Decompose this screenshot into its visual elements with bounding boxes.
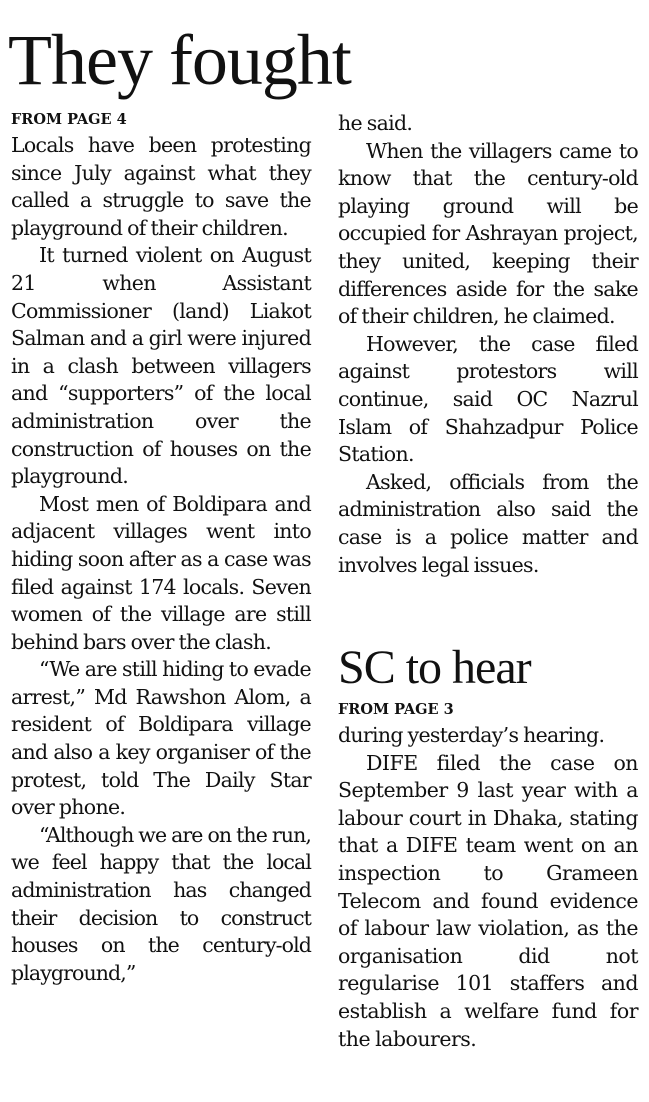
paragraph: he said. [338, 111, 413, 135]
paragraph: “Although we are on the run, we feel happy that the local administration has changed their decision to construct houses on the century-old playground,” [11, 822, 311, 985]
paragraph: When the villagers came to know that the century-old playing ground will be occupied for Ashrayan project, they united, keeping their differences aside for the sake of their children, he claimed. [338, 138, 638, 329]
paragraph: Asked, officials from the administration also said the case is a police matter and involves legal issues. [338, 469, 638, 577]
column-left [11, 110, 311, 987]
paragraph: “We are still hiding to evade arrest,” Md Rawshon Alom, a resident of Boldipara village and also a key organiser of the protest, told The Daily Star over phone. [11, 657, 311, 820]
paragraph: However, the case filed against protestors will continue, said OC Nazrul Islam of Shahzadpur Police Station. [338, 331, 638, 467]
headline-sc-to-hear: SC to hear [338, 641, 531, 694]
column-right-bottom [338, 700, 638, 1053]
headline-they-fought: They fought [8, 20, 351, 100]
paragraph: during yesterday’s hearing. [338, 723, 605, 747]
kicker-from-page-3: FROM PAGE 3 [338, 701, 454, 718]
column-right-top [338, 110, 638, 579]
paragraph: DIFE filed the case on September 9 last year with a labour court in Dhaka, stating that a DIFE team went on an inspection to Grameen Telecom and found evidence of labour law violation, as the organisation did not regularise 101 staffers and establish a welfare fund for the labourers. [338, 750, 638, 1051]
paragraph: Locals have been protesting since July against what they called a struggle to save the playground of their children. [11, 133, 311, 240]
paragraph: It turned violent on August 21 when Assistant Commissioner (land) Liakot Salman and a girl were injured in a clash between villagers and “supporters” of the local administration over the construction of houses on the playground. [11, 243, 311, 489]
kicker-from-page-4: FROM PAGE 4 [11, 111, 127, 128]
paragraph: Most men of Boldipara and adjacent villages went into hiding soon after as a case was filed against 174 locals. Seven women of the village are still behind bars over the clash. [11, 491, 311, 654]
